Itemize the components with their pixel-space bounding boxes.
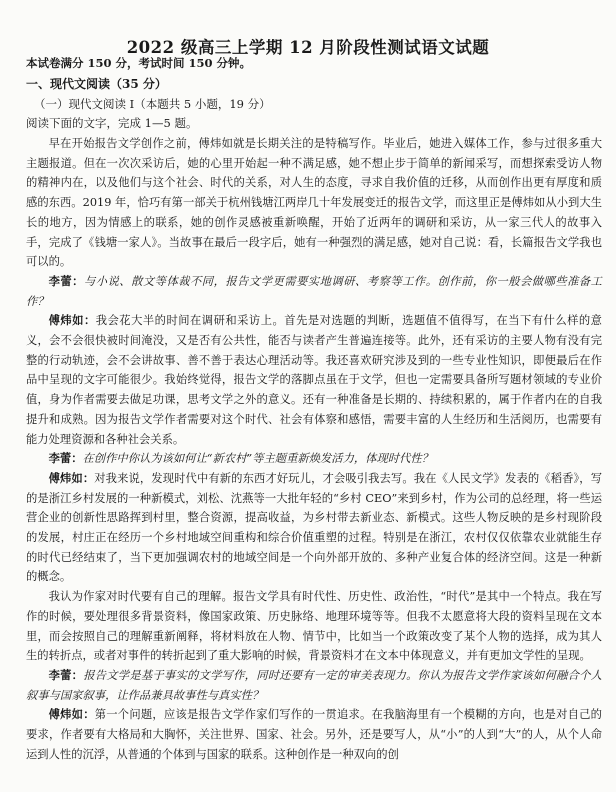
- paragraph-answer: 傅炜如：第一个问题，应该是报告文学作家们写作的一贯追求。在我脑海里有一个模糊的方向，也是对自己的要求，作者要有大格局和大胸怀，关注世界、国家、社会。另外，还是要写人，从“小”的人到“大”的人，从个人命运到人性的沉浮，从普通的个体到与国家的联系。这种创作是一种双向的创: [26, 707, 602, 761]
- speaker-label: 李蕾：: [48, 667, 84, 682]
- speaker-label: 傅炜如：: [48, 313, 96, 328]
- speaker-label: 李蕾：: [48, 451, 83, 466]
- speaker-label: 傅炜如：: [48, 470, 95, 485]
- paragraph-question: 李蕾：与小说、散文等体裁不同，报告文学更需要实地调研、考察等工作。创作前，你一般会做哪些准备工作？: [26, 273, 602, 308]
- paragraph-question: 李蕾：在创作中你认为该如何让“新农村”等主题重新焕发活力，体现时代性？: [48, 451, 433, 466]
- speaker-label: 傅炜如：: [48, 707, 95, 722]
- paragraph-question: 李蕾：报告文学是基于事实的文学写作，同时还要有一定的审美表现力。你认为报告文学作家该如何融合个人叙事与国家叙事，让作品兼具故事性与真实性？: [26, 667, 602, 702]
- article-body: [26, 134, 602, 765]
- subsection-heading: （一）现代文阅读 I（本题共 5 小题，19 分）: [34, 97, 271, 111]
- paragraph-answer: 傅炜如：对我来说，发现时代中有新的东西才好玩儿，才会吸引我去写。我在《人民文学》发表的《稻香》，写的是浙江乡村发展的一种新模式，刘松、沈燕等一大批年轻的“乡村 CEO”来到乡村，作为公司的总经理，将一些运营企业的创新性思路挥到村里，整合资源，提高收益，为乡村带去新业态、新模式。这些人物反映的是乡村现阶段的发展，村庄正在经历一个乡村地域空间重构和综合价值重塑的过程。特别是在浙江，农村仅仅依靠农业就能生存的时代已经结束了，当下更加强调农村的地域空间是一个向外部开放的、多种产业复合体的经济空间。这是一种新的概念。: [26, 470, 602, 584]
- paragraph-intro: 早在开始报告文学创作之前，傅炜如就是长期关注的是特稿写作。毕业后，她进入媒体工作，参与过很多重大主题报道。但在一次次采访后，她的心里开始起一种不满足感，她不想止步于简单的新闻采写，而想探索受访人物的精神内在，以及他们与这个社会、时代的关系，对人生的态度，寻求自我价值的迁移，从而创作出更有厚度和质感的东西。2019 年，恰巧有第一部关于杭州钱塘江两岸几十年发展变迁的报告文学，而这里正是傅炜如从小到大生长的地方，因为情感上的联系，她的创作灵感被重新唤醒，开始了近两年的调研和采访，从一家三代人的故事入手，完成了《钱塘一家人》。当故事在最后一段字后，她有一种强烈的满足感，她对自己说：看，长篇报告文学我也可以的。: [26, 137, 602, 269]
- exam-info: 本试卷满分 150 分，考试时间 150 分钟。: [26, 56, 252, 70]
- section-heading: 一、现代文阅读（35 分）: [26, 77, 167, 91]
- instruction-text: 阅读下面的文字，完成 1—5 题。: [26, 116, 198, 130]
- speaker-label: 李蕾：: [48, 273, 84, 288]
- paragraph-answer: 傅炜如：我会花大半的时间在调研和采访上。首先是对选题的判断，选题值不值得写，在当下有什么样的意义，会不会很快被时间淹没，又是否有公共性，能否与读者产生普遍连接等。此外，还有采访的主要人物有没有完整的行动轨迹，会不会讲故事、善不善于表达心理活动等。我还喜欢研究涉及到的一些专业性知识，即便最后在作品中呈现的文字可能很少。我始终觉得，报告文学的落脚点虽在于文学，但也一定需要具备所写题材领域的专业价值，身为作者需要去做足功课，思考文学之外的意义。还有一种准备是长期的、持续积累的，属于作者内在的自我提升和成熟。因为报告文学作者需要对这个时代、社会有体察和感悟，需要丰富的人生经历和生活阅历，也需要有能力处理资源和各种社会关系。: [26, 313, 602, 446]
- page-title: 2022 级高三上学期 12 月阶段性测试语文试题: [126, 38, 490, 57]
- paragraph-answer-cont: 我认为作家对时代要有自己的理解。报告文学具有时代性、历史性、政治性，“时代”是其中一个特点。我在写作的时候，要处理很多背景资料，像国家政策、历史脉络、地理环境等等。但我不太愿意将大段的资料呈现在文本里，而会按照自己的理解重新阐释，将材料放在人物、情节中，比如当一个政策改变了某个人物的选择，成为其人生的转折点，或者对事件的转折起到了重大影响的时候，背景资料才在文本中体现意义，并有更加文学性的呈现。: [26, 590, 602, 663]
